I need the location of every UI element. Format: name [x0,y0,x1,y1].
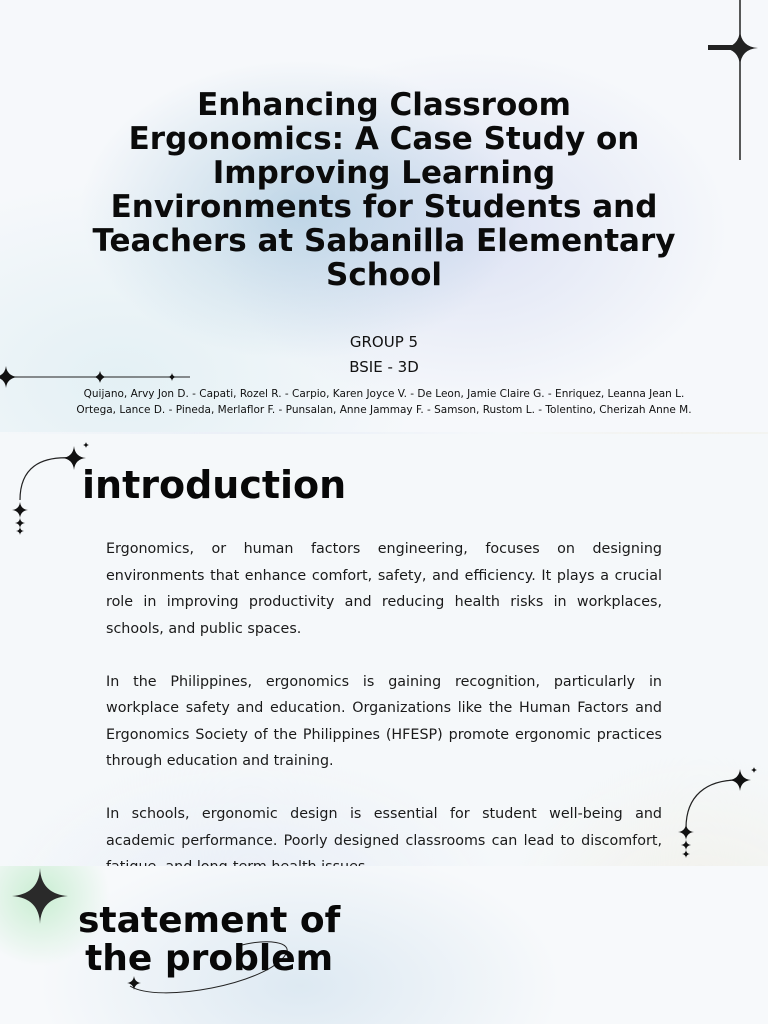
heading-line: statement of [78,900,341,941]
member-list-line: Quijano, Arvy Jon D. - Capati, Rozel R. - Carpio, Karen Joyce V. - De Leon, Jamie Claire G. - Enriquez, Leanna Jean L. [83,388,685,400]
page-title: Enhancing Classroom Ergonomics: A Case Study on Improving Learning Environments for Students and Teachers at Sabanilla Elementary School [92,87,676,293]
paragraph: Ergonomics, or human factors engineering, focuses on designing environments that enhance comfort, safety, and efficiency. It plays a crucial role in improving productivity and reducing health risks in workplaces, schools, and public spaces. [106,541,662,637]
section-label: BSIE - 3D [349,358,419,376]
star-line-icon [700,0,768,170]
introduction-body [106,536,662,864]
group-label: GROUP 5 [349,333,419,351]
paragraph: In the Philippines, ergonomics is gaining recognition, particularly in workplace safety and education. Organizations like the Human Factors and Ergonomics Society of the Philippines (HFESP) promote ergonomic practices through education and training. [106,673,662,769]
section-heading-problem [78,902,340,978]
glow-star-icon [6,866,76,930]
cover-slide [0,0,768,432]
section-heading-introduction: introduction [82,463,347,507]
heading-line: the problem [85,938,334,979]
paragraph: In schools, ergonomic design is essential for student well-being and academic performance. Poorly designed classrooms can lead to discomfort, [106,806,662,849]
star-line-icon [0,362,210,392]
curve-sparkle-icon [676,766,766,862]
member-list-line: Ortega, Lance D. - Pineda, Merlaflor F. - Punsalan, Anne Jammay F. - Samson, Rustom L. - Tolentino, Cherizah Anne M. [76,404,692,416]
